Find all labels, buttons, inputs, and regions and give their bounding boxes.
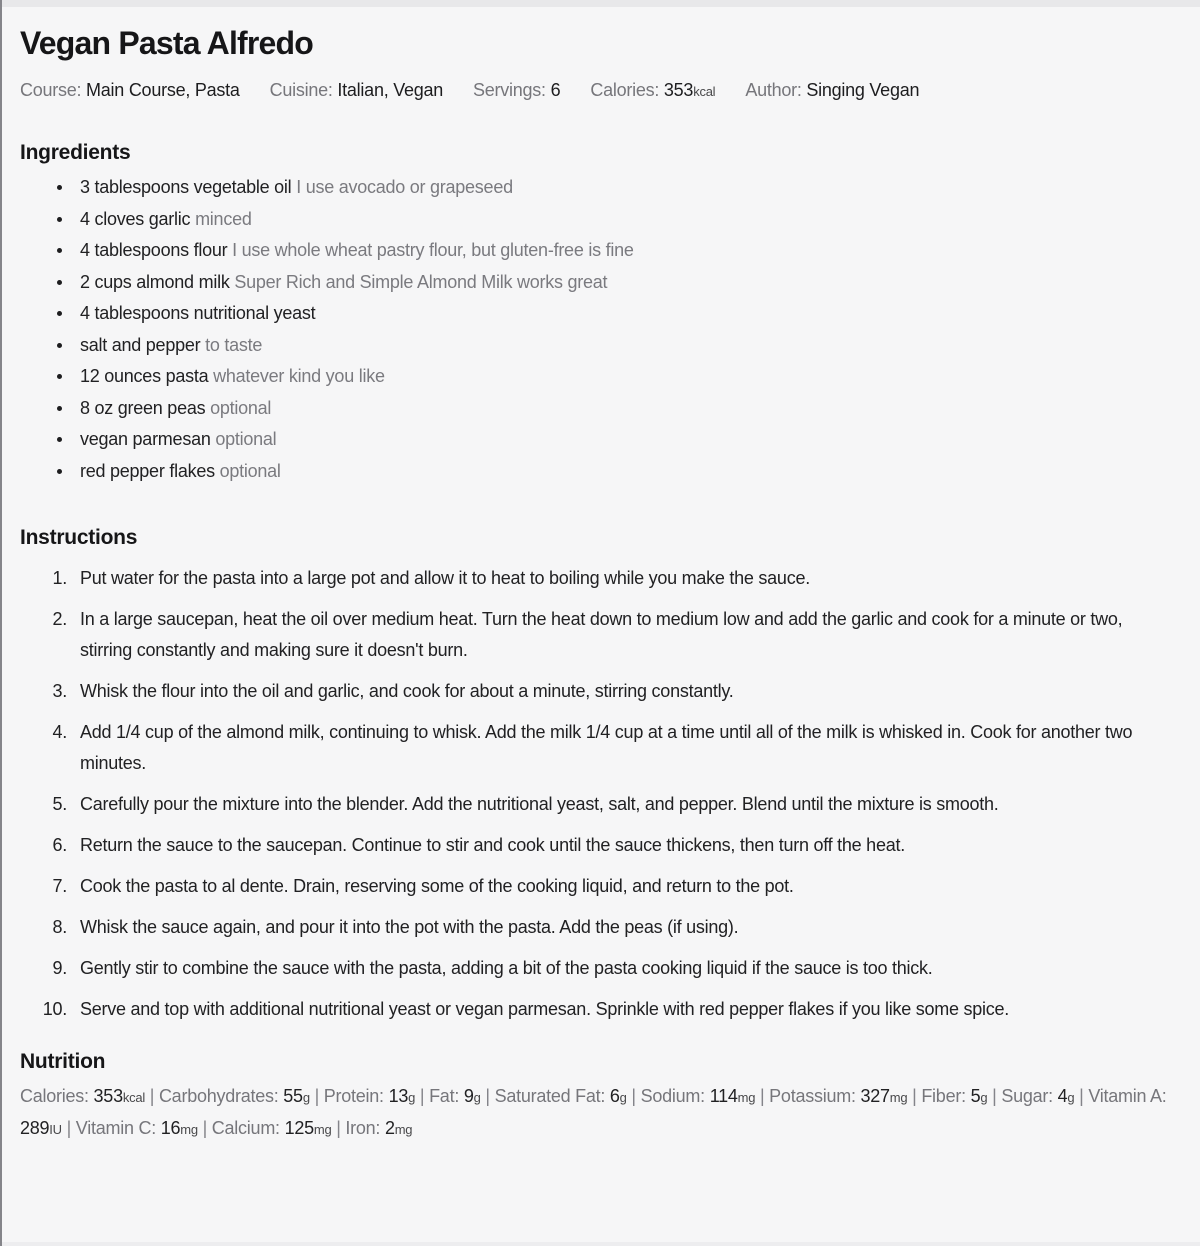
ingredient-item bbox=[20, 393, 1178, 425]
ingredient-text: 4 tablespoons nutritional yeast bbox=[80, 303, 316, 323]
ingredient-item bbox=[20, 298, 1178, 330]
bullet-icon bbox=[57, 437, 62, 442]
nutrition-label: Iron: bbox=[345, 1118, 381, 1138]
meta-label: Course: bbox=[20, 80, 82, 100]
separator: | bbox=[314, 1086, 319, 1106]
nutrition-unit: mg bbox=[889, 1090, 908, 1105]
ingredient-text: vegan parmesan bbox=[80, 429, 211, 449]
nutrition-unit: mg bbox=[394, 1122, 413, 1137]
nutrition-label: Protein: bbox=[323, 1086, 384, 1106]
meta-unit: kcal bbox=[693, 84, 716, 99]
meta-value: Singing Vegan bbox=[806, 80, 920, 100]
nutrition-value: 4 bbox=[1057, 1086, 1068, 1106]
ingredient-text: 12 ounces pasta bbox=[80, 366, 209, 386]
meta-value: Italian, Vegan bbox=[337, 80, 444, 100]
nutrition-value: 16 bbox=[160, 1118, 181, 1138]
instruction-step bbox=[20, 953, 1178, 984]
step-number: 8. bbox=[52, 917, 67, 937]
instructions-section bbox=[20, 525, 1178, 1025]
step-text: Cook the pasta to al dente. Drain, reserving some of the cooking liquid, and return to the pot. bbox=[80, 876, 794, 896]
ingredient-item bbox=[20, 424, 1178, 456]
step-number: 6. bbox=[52, 835, 67, 855]
nutrition-value: 114 bbox=[709, 1086, 738, 1106]
nutrition-heading: Nutrition bbox=[20, 1050, 106, 1073]
ingredient-note: minced bbox=[195, 208, 252, 229]
nutrition-unit: mg bbox=[737, 1090, 756, 1105]
instruction-step bbox=[20, 994, 1178, 1025]
nutrition-label: Sugar: bbox=[1001, 1086, 1053, 1106]
separator: | bbox=[336, 1118, 341, 1138]
separator: | bbox=[419, 1086, 425, 1106]
nutrition-label: Saturated Fat: bbox=[494, 1086, 606, 1106]
meta-value: Main Course, Pasta bbox=[86, 80, 240, 100]
ingredient-item bbox=[20, 204, 1178, 236]
nutrition-value: 125 bbox=[284, 1118, 314, 1138]
ingredient-item bbox=[20, 172, 1178, 204]
step-number: 4. bbox=[52, 722, 67, 742]
instruction-step bbox=[20, 912, 1178, 943]
meta-label: Author: bbox=[745, 80, 802, 100]
nutrition-label: Vitamin A: bbox=[1088, 1086, 1167, 1106]
nutrition-value: 289 bbox=[20, 1118, 50, 1138]
bullet-icon bbox=[57, 406, 62, 411]
recipe-meta bbox=[20, 80, 1178, 102]
step-text: Return the sauce to the saucepan. Continue to stir and cook until the sauce thickens, then turn off the heat. bbox=[80, 835, 905, 855]
instruction-step bbox=[20, 871, 1178, 902]
meta-value: 6 bbox=[550, 80, 561, 100]
nutrition-value: 5 bbox=[970, 1086, 981, 1106]
nutrition-label: Carbohydrates: bbox=[158, 1086, 279, 1106]
ingredient-text: salt and pepper bbox=[80, 334, 201, 355]
ingredient-item bbox=[20, 267, 1178, 299]
ingredients-heading: Ingredients bbox=[20, 141, 131, 164]
ingredient-list bbox=[20, 172, 1178, 487]
meta-label: Servings: bbox=[473, 80, 546, 100]
nutrition-unit: g bbox=[473, 1090, 481, 1105]
ingredient-text: 3 tablespoons vegetable oil bbox=[80, 177, 292, 197]
ingredient-note: optional bbox=[215, 429, 277, 449]
step-number: 1. bbox=[52, 568, 67, 588]
nutrition-label: Sodium: bbox=[640, 1086, 705, 1106]
ingredient-text: red pepper flakes bbox=[80, 460, 215, 481]
ingredient-note: optional bbox=[219, 460, 281, 481]
bullet-icon bbox=[57, 469, 62, 474]
ingredient-item bbox=[20, 235, 1178, 267]
nutrition-label: Calcium: bbox=[211, 1118, 280, 1138]
step-text: Whisk the flour into the oil and garlic, and cook for about a minute, stirring constantly. bbox=[80, 681, 734, 701]
separator: | bbox=[485, 1086, 490, 1106]
nutrition-section bbox=[20, 1049, 1178, 1145]
nutrition-value: 327 bbox=[860, 1086, 890, 1106]
ingredient-note: Super Rich and Simple Almond Milk works great bbox=[234, 271, 608, 292]
separator: | bbox=[912, 1086, 917, 1106]
step-number: 3. bbox=[52, 681, 67, 701]
meta-item bbox=[745, 80, 919, 102]
bullet-icon bbox=[57, 217, 62, 222]
nutrition-label: Calories: bbox=[20, 1086, 89, 1106]
instruction-step-list bbox=[20, 563, 1178, 1025]
separator: | bbox=[992, 1086, 997, 1106]
nutrition-unit: IU bbox=[49, 1122, 62, 1137]
nutrition-facts bbox=[20, 1081, 1178, 1145]
bullet-icon bbox=[57, 374, 62, 379]
step-text: Carefully pour the mixture into the blender. Add the nutritional yeast, salt, and pepper. Blend until the mixture is smooth. bbox=[80, 794, 999, 814]
bullet-icon bbox=[57, 343, 62, 348]
nutrition-value: 13 bbox=[388, 1086, 409, 1106]
step-text: Serve and top with additional nutritional yeast or vegan parmesan. Sprinkle with red pepper flakes if you like some spice. bbox=[80, 999, 1010, 1019]
nutrition-label: Fat: bbox=[429, 1086, 460, 1106]
ingredient-text: 2 cups almond milk bbox=[80, 271, 230, 292]
step-number: 5. bbox=[52, 794, 67, 814]
ingredients-section bbox=[20, 140, 1178, 487]
step-number: 7. bbox=[52, 876, 67, 896]
step-text: Put water for the pasta into a large pot and allow it to heat to boiling while you make the sauce. bbox=[80, 568, 810, 588]
nutrition-unit: mg bbox=[180, 1122, 198, 1137]
ingredient-note: I use avocado or grapeseed bbox=[296, 177, 513, 197]
ingredient-item bbox=[20, 456, 1178, 488]
step-number: 9. bbox=[52, 958, 67, 978]
ingredient-item bbox=[20, 330, 1178, 362]
step-text: Add 1/4 cup of the almond milk, continuing to whisk. Add the milk 1/4 cup at a time until all of the milk is whisked in. Cook for another two minutes. bbox=[80, 722, 1133, 773]
meta-item bbox=[20, 80, 240, 102]
nutrition-label: Fiber: bbox=[921, 1086, 966, 1106]
instruction-step bbox=[20, 830, 1178, 861]
bullet-icon bbox=[57, 248, 62, 253]
nutrition-value: 6 bbox=[609, 1086, 620, 1106]
nutrition-label: Vitamin C: bbox=[75, 1118, 156, 1138]
meta-item bbox=[270, 80, 443, 102]
bottom-edge-strip bbox=[2, 1242, 1200, 1246]
ingredient-note: to taste bbox=[205, 334, 263, 355]
nutrition-unit: mg bbox=[313, 1122, 332, 1137]
nutrition-value: 55 bbox=[283, 1086, 303, 1106]
instruction-step bbox=[20, 789, 1178, 820]
left-edge-strip bbox=[0, 0, 2, 1246]
step-text: Whisk the sauce again, and pour it into the pot with the pasta. Add the peas (if using). bbox=[80, 917, 739, 937]
instructions-heading: Instructions bbox=[20, 526, 138, 549]
separator: | bbox=[1079, 1086, 1084, 1106]
separator: | bbox=[149, 1086, 155, 1106]
separator: | bbox=[66, 1118, 71, 1138]
nutrition-unit: g bbox=[1067, 1090, 1075, 1105]
step-text: Gently stir to combine the sauce with the pasta, adding a bit of the pasta cooking liquid if the sauce is too thick. bbox=[80, 958, 933, 978]
nutrition-unit: g bbox=[619, 1090, 627, 1105]
bullet-icon bbox=[57, 280, 62, 285]
top-edge-strip bbox=[2, 0, 1200, 7]
ingredient-item bbox=[20, 361, 1178, 393]
separator: | bbox=[759, 1086, 765, 1106]
nutrition-value: 353 bbox=[93, 1086, 123, 1106]
meta-label: Calories: bbox=[590, 80, 660, 100]
meta-item bbox=[590, 80, 715, 102]
ingredient-note: whatever kind you like bbox=[213, 366, 385, 386]
ingredient-text: 4 tablespoons flour bbox=[80, 240, 228, 260]
ingredient-text: 4 cloves garlic bbox=[80, 208, 191, 229]
nutrition-value: 2 bbox=[384, 1118, 395, 1138]
bullet-icon bbox=[57, 185, 62, 190]
bullet-icon bbox=[57, 311, 62, 316]
separator: | bbox=[631, 1086, 636, 1106]
nutrition-unit: kcal bbox=[122, 1090, 145, 1105]
step-number: 2. bbox=[52, 609, 67, 629]
nutrition-label: Potassium: bbox=[769, 1086, 856, 1106]
step-text: In a large saucepan, heat the oil over medium heat. Turn the heat down to medium low and add the garlic and cook for a minute or two, stirring constantly and making sure it doesn't burn. bbox=[80, 609, 1123, 660]
nutrition-unit: g bbox=[408, 1090, 416, 1105]
ingredient-note: I use whole wheat pastry flour, but gluten-free is fine bbox=[232, 240, 634, 260]
instruction-step bbox=[20, 717, 1178, 779]
ingredient-note: optional bbox=[210, 397, 272, 418]
meta-value: 353 bbox=[663, 80, 694, 100]
instruction-step bbox=[20, 563, 1178, 594]
meta-label: Cuisine: bbox=[269, 80, 333, 100]
nutrition-unit: g bbox=[302, 1090, 310, 1105]
step-number: 10. bbox=[42, 999, 67, 1019]
instruction-step bbox=[20, 604, 1178, 666]
recipe-title: Vegan Pasta Alfredo bbox=[20, 25, 314, 61]
nutrition-value: 9 bbox=[463, 1086, 474, 1106]
nutrition-unit: g bbox=[980, 1090, 988, 1105]
ingredient-text: 8 oz green peas bbox=[80, 397, 206, 418]
instruction-step bbox=[20, 676, 1178, 707]
separator: | bbox=[202, 1118, 208, 1138]
meta-item bbox=[473, 80, 560, 102]
